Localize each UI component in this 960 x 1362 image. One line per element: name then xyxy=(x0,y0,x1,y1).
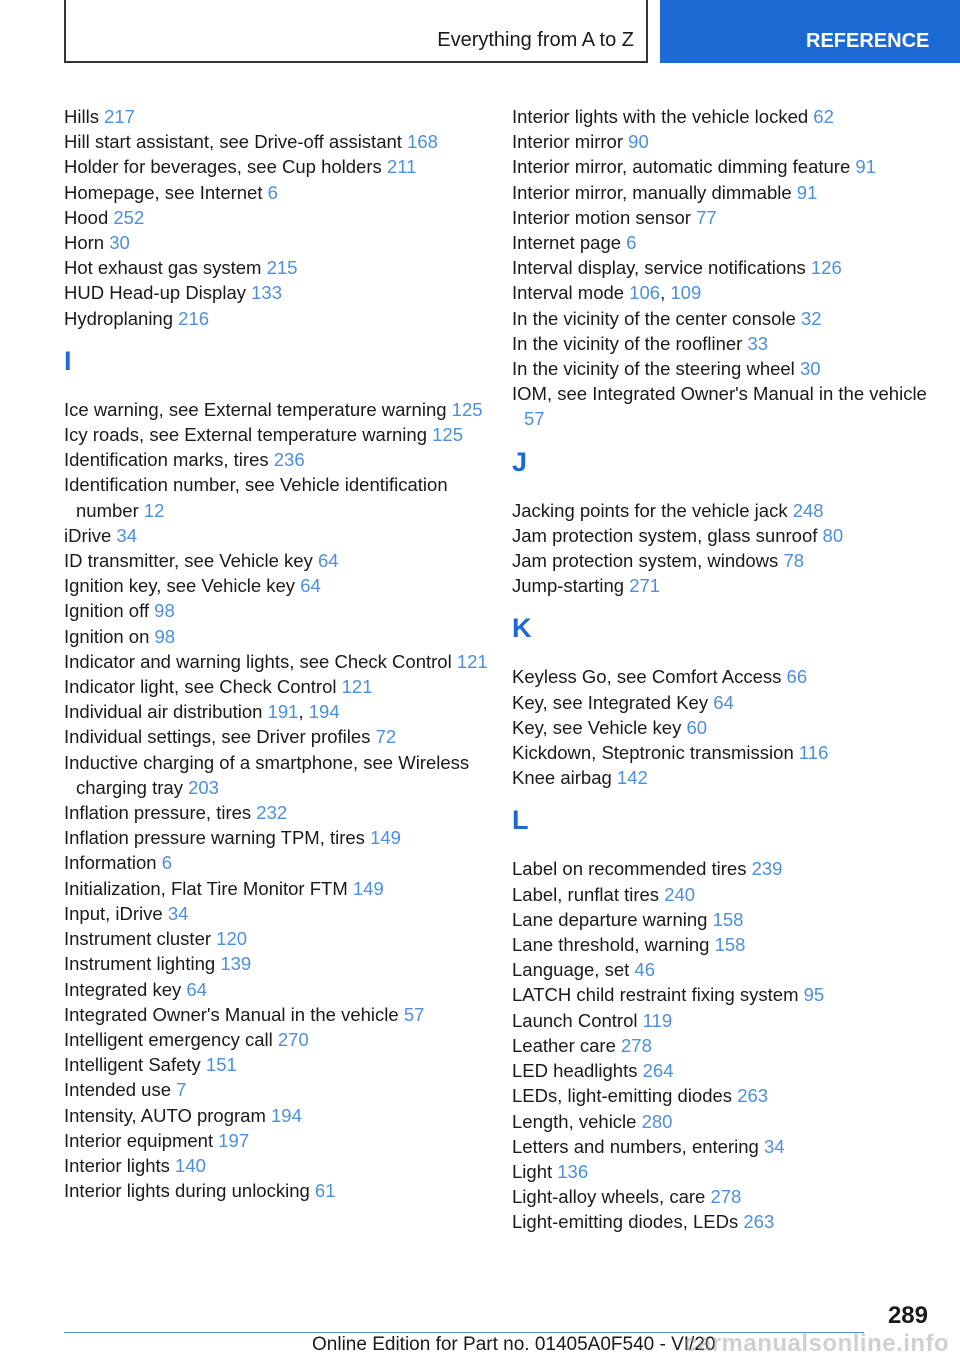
index-entry xyxy=(64,1027,494,1052)
index-entry-text: Length, vehicle xyxy=(512,1110,637,1132)
index-entry xyxy=(512,523,932,548)
page-reference-link[interactable]: 91 xyxy=(796,181,818,203)
index-entry-text: Input, iDrive xyxy=(64,902,163,924)
page-reference-link[interactable]: 120 xyxy=(216,928,248,950)
index-entry-text: Integrated key xyxy=(64,978,182,1000)
index-entry xyxy=(64,1178,494,1203)
index-entry-text: Hills xyxy=(64,106,99,127)
index-entry-text: Instrument cluster xyxy=(64,928,212,950)
page-reference-link[interactable]: 72 xyxy=(375,726,397,748)
page-reference-link[interactable]: 34 xyxy=(116,524,137,546)
page-reference-link[interactable]: 46 xyxy=(634,959,655,981)
index-entry-text: Lane departure warning xyxy=(512,908,708,930)
index-entry xyxy=(64,724,494,749)
page-reference-link[interactable]: 30 xyxy=(799,358,821,380)
index-entry xyxy=(64,876,494,901)
index-entry xyxy=(512,1083,932,1108)
index-entry-text: iDrive xyxy=(64,524,112,546)
page-reference-link[interactable]: 95 xyxy=(803,984,825,1006)
index-entry-text: Interior mirror, automatic dimming feature xyxy=(512,156,851,178)
index-entry xyxy=(64,104,494,129)
index-entry-text: Light-alloy wheels, care xyxy=(512,1186,706,1208)
index-entry xyxy=(512,1134,932,1159)
page-reference-link[interactable]: 248 xyxy=(792,499,824,521)
index-entry xyxy=(64,1153,494,1178)
index-entry-text: Indicator light, see Check Control xyxy=(64,676,337,698)
page-reference-link[interactable]: 217 xyxy=(104,106,135,127)
index-entry-text: Inflation pressure warning TPM, tires xyxy=(64,827,365,849)
page-reference-link[interactable]: 77 xyxy=(696,206,717,228)
index-entry xyxy=(512,1033,932,1058)
index-entry xyxy=(512,664,932,689)
index-entry-text: LED headlights xyxy=(512,1060,638,1082)
index-entry xyxy=(64,154,494,179)
index-letter-heading: I xyxy=(64,345,72,376)
index-entry-text: Leather care xyxy=(512,1034,616,1056)
page-reference-link[interactable]: 140 xyxy=(175,1154,206,1176)
tab-label: REFERENCE xyxy=(806,30,930,52)
page-reference-link[interactable]: 125 xyxy=(451,398,483,420)
index-entry xyxy=(64,422,494,447)
index-entry-text: Interior lights with the vehicle locked xyxy=(512,106,809,127)
index-entry xyxy=(64,850,494,875)
index-entry xyxy=(64,523,494,548)
index-entry-text: Jacking points for the vehicle jack xyxy=(512,499,788,521)
index-entry-text: Holder for beverages, see Cup holders xyxy=(64,156,382,178)
index-entry-text: Light-emitting diodes, LEDs xyxy=(512,1211,739,1233)
index-entry xyxy=(512,1209,932,1234)
index-entry xyxy=(512,856,932,881)
index-entry xyxy=(512,498,932,523)
index-entry xyxy=(512,306,932,331)
index-entry-text: Launch Control xyxy=(512,1009,638,1031)
page-reference-link[interactable]: 191 xyxy=(267,701,299,723)
index-entry-text: Identification number, see Vehicle identification number xyxy=(64,474,448,521)
index-entry: Individual air distribution 191, 194 xyxy=(64,701,340,723)
watermark: carmanualsonline.info xyxy=(684,1330,950,1357)
index-entry-text: Intensity, AUTO program xyxy=(64,1104,266,1126)
index-entry xyxy=(64,472,494,522)
page-reference-link[interactable]: 239 xyxy=(751,858,783,880)
page-reference-link[interactable]: 203 xyxy=(188,776,219,798)
index-entry xyxy=(512,740,932,765)
index-entry-text: In the vicinity of the roofliner xyxy=(512,332,743,354)
index-entry-text: Jam protection system, windows xyxy=(512,550,779,572)
page-reference-link[interactable]: 7 xyxy=(176,1079,187,1101)
index-entry-text: Knee airbag xyxy=(512,767,612,789)
index-entry-text: Interval display, service notifications xyxy=(512,257,806,279)
page-reference-link[interactable]: 194 xyxy=(271,1104,302,1126)
index-entry xyxy=(64,255,494,280)
footer-edition: Online Edition for Part no. 01405A0F540 - VI/20 xyxy=(312,1334,716,1355)
page-reference-link[interactable]: 158 xyxy=(714,934,746,956)
page-reference-link[interactable]: 136 xyxy=(557,1160,589,1182)
page-reference-link[interactable]: 126 xyxy=(810,257,842,279)
index-entry xyxy=(512,765,932,790)
page-reference-link[interactable]: 278 xyxy=(621,1034,652,1056)
page-reference-link[interactable]: 278 xyxy=(710,1186,742,1208)
index-entry-text: Label, runflat tires xyxy=(512,883,660,905)
index-entry-text: Integrated Owner's Manual in the vehicle xyxy=(64,1003,399,1025)
page-reference-link[interactable]: 66 xyxy=(786,666,808,688)
index-entry-text: LEDs, light-emitting diodes xyxy=(512,1085,733,1107)
page-reference-link[interactable]: 236 xyxy=(273,449,305,471)
index-entry-text: Indicator and warning lights, see Check Control xyxy=(64,650,452,672)
index-letter-heading: J xyxy=(512,446,528,477)
index-entry xyxy=(64,280,494,305)
page-reference-link[interactable]: 30 xyxy=(109,232,130,254)
page-reference-link[interactable]: 158 xyxy=(712,908,744,930)
index-entry-text: Jump-starting xyxy=(512,575,625,597)
page-reference-link[interactable]: 61 xyxy=(314,1180,336,1202)
page-number: 289 xyxy=(887,1302,928,1329)
page-reference-link[interactable]: 91 xyxy=(855,156,876,178)
index-entry xyxy=(64,573,494,598)
index-entry-text: Ignition key, see Vehicle key xyxy=(64,575,296,597)
index-column-right xyxy=(512,104,932,1235)
index-entry-text: Letters and numbers, entering xyxy=(512,1135,759,1157)
page-reference-link[interactable]: 109 xyxy=(670,282,702,304)
page-reference-link[interactable]: 211 xyxy=(386,156,417,178)
page-reference-link[interactable]: 139 xyxy=(220,953,252,975)
page-reference-link[interactable]: 149 xyxy=(352,877,384,899)
page-reference-link[interactable]: 57 xyxy=(403,1003,425,1025)
index-entry-text: Intended use xyxy=(64,1079,171,1101)
index-entry-text: Lane threshold, warning xyxy=(512,934,710,956)
index-letter-heading: K xyxy=(512,613,532,644)
page-reference-link[interactable]: 125 xyxy=(432,424,463,446)
index-entry-text: In the vicinity of the center console xyxy=(512,307,796,329)
index-entry-text: Light xyxy=(512,1160,553,1182)
index-entry xyxy=(64,951,494,976)
page-reference-link[interactable]: 271 xyxy=(629,575,661,597)
index-entry xyxy=(64,750,494,800)
index-column-left xyxy=(64,104,494,1203)
page-reference-link[interactable]: 64 xyxy=(317,550,339,572)
index-entry xyxy=(64,230,494,255)
page-reference-link[interactable]: 80 xyxy=(822,524,844,546)
index-entry-text: Interior mirror, manually dimmable xyxy=(512,181,792,203)
index-entry xyxy=(64,180,494,205)
index-entry xyxy=(64,1052,494,1077)
page-reference-link[interactable]: 252 xyxy=(113,206,145,228)
page-reference-link[interactable]: 57 xyxy=(524,408,545,430)
index-entry-text: Jam protection system, glass sunroof xyxy=(512,524,818,546)
section-title: Everything from A to Z xyxy=(437,29,634,51)
page-reference-link[interactable]: 263 xyxy=(737,1085,769,1107)
page-reference-link[interactable]: 240 xyxy=(664,883,696,905)
index-entry: Interval mode 106, 109 xyxy=(512,282,702,304)
page-reference-link[interactable]: 32 xyxy=(800,307,822,329)
index-entry-text: HUD Head-up Display xyxy=(64,282,246,304)
index-entry xyxy=(512,104,932,129)
index-entry xyxy=(64,447,494,472)
page-reference-link[interactable]: 6 xyxy=(626,232,637,254)
page-reference-link[interactable]: 264 xyxy=(642,1060,674,1082)
index-entry xyxy=(512,129,932,154)
index-entry-text: Inflation pressure, tires xyxy=(64,802,252,824)
page-reference-link[interactable]: 64 xyxy=(186,978,207,1000)
page-reference-link[interactable]: 263 xyxy=(743,1211,775,1233)
index-letter-heading: L xyxy=(512,805,529,836)
index-entry xyxy=(512,381,932,431)
page-reference-link[interactable]: 215 xyxy=(266,257,298,279)
index-entry-text: Key, see Integrated Key xyxy=(512,691,709,713)
index-entry-text: Interior equipment xyxy=(64,1129,214,1151)
page-reference-link[interactable]: 133 xyxy=(251,282,282,304)
index-entry xyxy=(512,957,932,982)
page-reference-link[interactable]: 34 xyxy=(167,902,189,924)
index-entry-text: Intelligent emergency call xyxy=(64,1028,273,1050)
index-entry xyxy=(64,598,494,623)
index-entry-text: Kickdown, Steptronic transmission xyxy=(512,742,794,764)
index-entry xyxy=(512,1109,932,1134)
index-entry-text: Instrument lighting xyxy=(64,953,216,975)
index-entry xyxy=(512,573,932,598)
page-reference-link[interactable]: 149 xyxy=(370,827,401,849)
index-entry xyxy=(64,674,494,699)
index-entry xyxy=(512,331,932,356)
index-entry xyxy=(512,1159,932,1184)
index-entry-text: Hot exhaust gas system xyxy=(64,257,262,279)
index-entry xyxy=(64,926,494,951)
page-reference-link[interactable]: 60 xyxy=(686,716,708,738)
page-reference-link[interactable]: 106 xyxy=(629,282,661,304)
index-entry-text: Horn xyxy=(64,232,105,254)
index-entry xyxy=(512,932,932,957)
page-reference-link[interactable]: 151 xyxy=(205,1054,237,1076)
page-reference-link[interactable]: 116 xyxy=(798,742,829,764)
index-entry xyxy=(64,548,494,573)
index-entry-text: Hood xyxy=(64,206,109,228)
page-reference-link[interactable]: 232 xyxy=(256,802,288,824)
index-entry xyxy=(512,907,932,932)
page-reference-link[interactable]: 34 xyxy=(763,1135,785,1157)
index-entry-text: Homepage, see Internet xyxy=(64,181,263,203)
index-entry xyxy=(512,180,932,205)
index-entry xyxy=(64,397,494,422)
index-entry-text: Keyless Go, see Comfort Access xyxy=(512,666,782,688)
page-reference-link[interactable]: 194 xyxy=(308,701,340,723)
index-entry xyxy=(64,977,494,1002)
index-entry-text: Individual air distribution xyxy=(64,701,263,723)
index-entry xyxy=(512,982,932,1007)
index-entry xyxy=(512,882,932,907)
index-entry xyxy=(64,825,494,850)
page-reference-link[interactable]: 121 xyxy=(456,650,488,672)
index-entry-text: Key, see Vehicle key xyxy=(512,716,682,738)
index-entry xyxy=(512,205,932,230)
index-entry xyxy=(64,800,494,825)
page-reference-link[interactable]: 280 xyxy=(641,1110,673,1132)
page-reference-link[interactable]: 78 xyxy=(783,550,805,572)
index-entry xyxy=(64,306,494,331)
index-entry-text: IOM, see Integrated Owner's Manual in the vehicle xyxy=(512,383,927,405)
index-entry-text: In the vicinity of the steering wheel xyxy=(512,358,795,380)
page-reference-link[interactable]: 197 xyxy=(218,1129,250,1151)
header-tab xyxy=(660,0,960,63)
index-entry xyxy=(64,1128,494,1153)
index-entry-text: Information xyxy=(64,852,157,874)
index-entry-text: Interior lights xyxy=(64,1154,170,1176)
page-reference-link[interactable]: 98 xyxy=(154,625,176,647)
page-reference-link[interactable]: 64 xyxy=(300,575,321,597)
index-entry xyxy=(64,1002,494,1027)
index-entry xyxy=(512,548,932,573)
page-reference-link[interactable]: 12 xyxy=(143,499,165,521)
index-entry-text: Interior mirror xyxy=(512,131,624,153)
index-entry xyxy=(512,715,932,740)
index-entry xyxy=(64,624,494,649)
index-entry xyxy=(512,356,932,381)
index-entry-text: Interval mode xyxy=(512,282,625,304)
index-entry-text: Ignition off xyxy=(64,600,150,622)
index-entry xyxy=(64,129,494,154)
index-entry-text: Internet page xyxy=(512,232,622,254)
index-entry xyxy=(512,255,932,280)
page-reference-link[interactable]: 270 xyxy=(277,1028,309,1050)
index-entry xyxy=(64,649,494,674)
index-entry-text: Icy roads, see External temperature warning xyxy=(64,424,427,446)
index-entry-text: Interior motion sensor xyxy=(512,206,691,228)
index-entry-text: Hill start assistant, see Drive-off assistant xyxy=(64,131,402,153)
page-reference-link[interactable]: 168 xyxy=(407,131,438,153)
index-entry-text: ID transmitter, see Vehicle key xyxy=(64,550,313,572)
index-entry-text: LATCH child restraint fixing system xyxy=(512,984,799,1006)
page-reference-link[interactable]: 62 xyxy=(813,106,834,127)
index-entry-text: Ignition on xyxy=(64,625,150,647)
index-entry xyxy=(512,1058,932,1083)
index-entry-text: Label on recommended tires xyxy=(512,858,747,880)
index-entry xyxy=(512,230,932,255)
page-reference-link[interactable]: 119 xyxy=(642,1009,673,1031)
page-reference-link[interactable]: 98 xyxy=(154,600,175,622)
index-entry xyxy=(64,205,494,230)
index-entry xyxy=(512,690,932,715)
page-reference-link[interactable]: 90 xyxy=(628,131,649,153)
header-section-title xyxy=(64,0,648,63)
index-entry xyxy=(64,1077,494,1102)
index-entry xyxy=(512,1184,932,1209)
index-entry-text: Inductive charging of a smartphone, see Wireless charging tray xyxy=(64,751,470,798)
index-entry-text: Ice warning, see External temperature warning xyxy=(64,398,447,420)
page-reference-link[interactable]: 6 xyxy=(267,181,278,203)
index-entry-text: Hydroplaning xyxy=(64,307,174,329)
index-entry xyxy=(512,154,932,179)
index-entry xyxy=(512,1008,932,1033)
page-reference-link[interactable]: 216 xyxy=(178,307,210,329)
index-entry xyxy=(64,1103,494,1128)
page-reference-link[interactable]: 64 xyxy=(713,691,734,713)
page-reference-link[interactable]: 6 xyxy=(161,852,172,874)
page-reference-link[interactable]: 142 xyxy=(616,767,648,789)
index-entry-text: Intelligent Safety xyxy=(64,1054,201,1076)
index-entry xyxy=(64,901,494,926)
index-entry-text: Identification marks, tires xyxy=(64,449,269,471)
index-entry-text: Language, set xyxy=(512,959,630,981)
index-entry-text: Individual settings, see Driver profiles xyxy=(64,726,371,748)
index-entry-text: Interior lights during unlocking xyxy=(64,1180,310,1202)
index-entry-text: Initialization, Flat Tire Monitor FTM xyxy=(64,877,348,899)
page-reference-link[interactable]: 33 xyxy=(747,332,769,354)
page-reference-link[interactable]: 121 xyxy=(341,676,373,698)
